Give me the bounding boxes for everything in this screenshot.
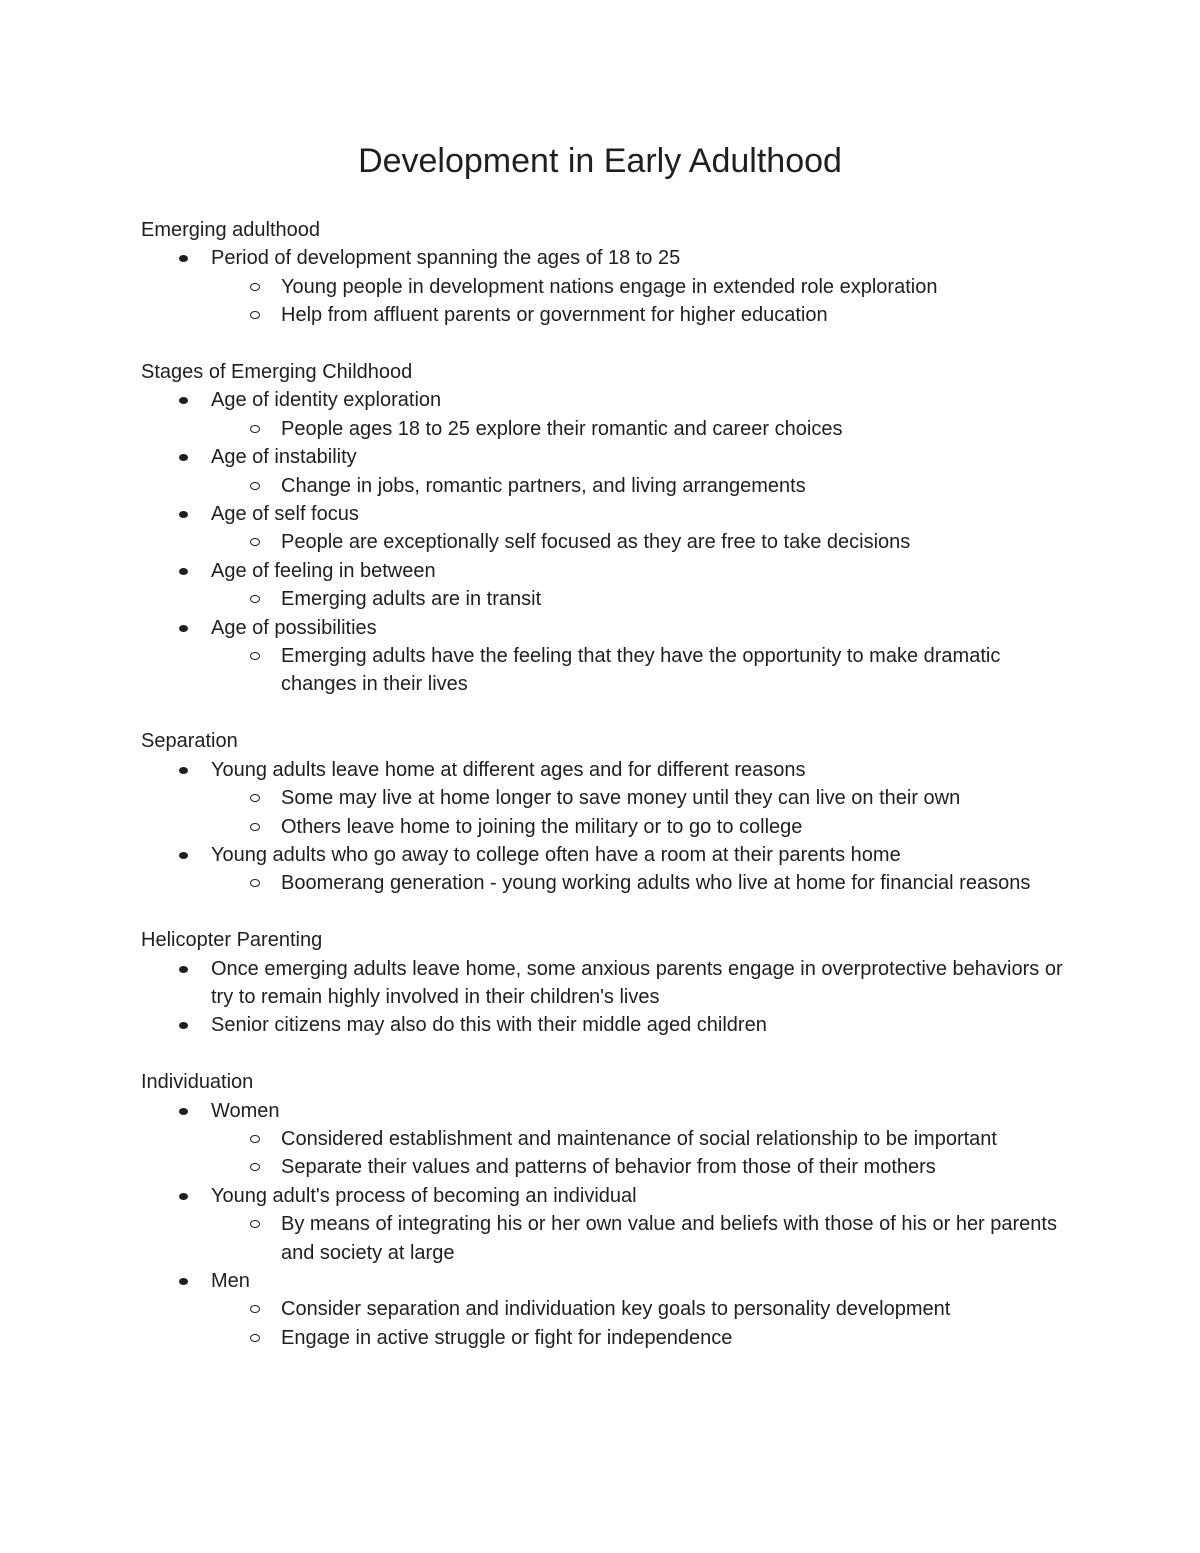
sub-list-item-text: Help from affluent parents or government for higher education [281,304,828,327]
sub-list-item-text: Some may live at home longer to save money until they can live on their own [281,787,961,810]
filled-bullet-icon [179,1193,188,1200]
list-item [141,1267,1071,1352]
hollow-bullet-icon [250,1305,260,1313]
sub-list-item [211,813,1071,841]
hollow-bullet-icon [250,794,260,802]
hollow-bullet-icon [250,1220,260,1228]
sub-list-item-text: Consider separation and individuation key goals to personality development [281,1298,951,1321]
sub-list-item [211,1295,1071,1323]
hollow-bullet-icon [250,1163,260,1171]
list-item-text: Age of self focus [211,503,359,526]
sub-bullet-list [211,1295,1071,1352]
sub-list-item [211,528,1071,556]
section [141,1068,1071,1352]
sub-list-item [211,1153,1071,1181]
sub-bullet-list [211,415,1071,443]
filled-bullet-icon [179,397,188,404]
sub-list-item-text: Considered establishment and maintenance of social relationship to be important [281,1127,997,1150]
document-body [141,216,1071,1381]
list-item-text: Young adults leave home at different ages and for different reasons [211,758,806,781]
document-title: Development in Early Adulthood [358,142,842,180]
list-item-text: Age of feeling in between [211,559,436,582]
sub-list-item [211,869,1071,897]
filled-bullet-icon [179,625,188,632]
sub-list-item-text: Separate their values and patterns of behavior from those of their mothers [281,1156,936,1179]
filled-bullet-icon [179,767,188,774]
hollow-bullet-icon [250,311,260,319]
list-item [141,1182,1071,1267]
sub-list-item-text: By means of integrating his or her own value and beliefs with those of his or her parents and society at large [281,1213,1057,1264]
list-item [141,500,1071,557]
hollow-bullet-icon [250,823,260,831]
sub-bullet-list [211,1210,1071,1267]
section-heading: Emerging adulthood [141,219,321,241]
bullet-list [141,756,1071,898]
sub-bullet-list [211,585,1071,613]
list-item-text: Period of development spanning the ages of 18 to 25 [211,247,681,270]
sub-bullet-list [211,784,1071,841]
sub-list-item [211,415,1071,443]
section-heading: Separation [141,730,238,753]
list-item-text: Women [211,1099,280,1122]
hollow-bullet-icon [250,652,260,660]
filled-bullet-icon [179,255,188,262]
filled-bullet-icon [179,1108,188,1115]
hollow-bullet-icon [250,1135,260,1143]
hollow-bullet-icon [250,595,260,603]
sub-list-item-text: Change in jobs, romantic partners, and living arrangements [281,474,806,497]
sub-list-item [211,1324,1071,1352]
sub-list-item [211,784,1071,812]
sub-list-item [211,1125,1071,1153]
sub-list-item [211,472,1071,500]
section [141,727,1071,897]
list-item-text: Senior citizens may also do this with their middle aged children [211,1014,767,1037]
list-item [141,955,1071,1012]
section [141,358,1071,699]
sub-bullet-list [211,869,1071,897]
list-item [141,614,1071,699]
list-item [141,557,1071,614]
hollow-bullet-icon [250,482,260,490]
bullet-list [141,244,1071,329]
filled-bullet-icon [179,1278,188,1285]
section-heading: Helicopter Parenting [141,929,323,952]
sub-bullet-list [211,273,1071,330]
list-item [141,443,1071,500]
sub-bullet-list [211,472,1071,500]
sub-list-item-text: People ages 18 to 25 explore their romantic and career choices [281,417,843,440]
hollow-bullet-icon [250,1334,260,1342]
list-item-text: Once emerging adults leave home, some anxious parents engage in overprotective behaviors or try to remain highly involved in their children's lives [211,957,1063,1008]
hollow-bullet-icon [250,538,260,546]
list-item [141,841,1071,898]
hollow-bullet-icon [250,283,260,291]
sub-list-item [211,273,1071,301]
sub-bullet-list [211,1125,1071,1182]
section-heading: Stages of Emerging Childhood [141,361,413,384]
section [141,926,1071,1040]
list-item [141,756,1071,841]
sub-bullet-list [211,642,1071,699]
section-heading: Individuation [141,1071,254,1094]
bullet-list [141,1097,1071,1353]
sub-list-item-text: Boomerang generation - young working adults who live at home for financial reasons [281,872,1031,895]
hollow-bullet-icon [250,879,260,887]
filled-bullet-icon [179,511,188,518]
list-item-text: Age of instability [211,446,357,469]
filled-bullet-icon [179,568,188,575]
section [141,216,1071,330]
filled-bullet-icon [179,1022,188,1029]
filled-bullet-icon [179,454,188,461]
list-item [141,244,1071,329]
filled-bullet-icon [179,966,188,973]
sub-list-item-text: Emerging adults are in transit [281,588,542,611]
sub-list-item-text: Young people in development nations engage in extended role exploration [281,275,938,298]
sub-list-item-text: Emerging adults have the feeling that they have the opportunity to make dramatic changes in their lives [281,645,1001,696]
bullet-list [141,955,1071,1040]
list-item-text: Young adult's process of becoming an individual [211,1184,637,1207]
list-item [141,386,1071,443]
bullet-list [141,386,1071,698]
list-item [141,1011,1071,1039]
list-item [141,1097,1071,1182]
list-item-text: Men [211,1269,250,1292]
sub-list-item-text: People are exceptionally self focused as they are free to take decisions [281,531,911,554]
filled-bullet-icon [179,852,188,859]
sub-list-item-text: Others leave home to joining the military or to go to college [281,815,803,838]
sub-list-item [211,642,1071,699]
sub-bullet-list [211,528,1071,556]
list-item-text: Age of possibilities [211,616,377,639]
sub-list-item [211,301,1071,329]
sub-list-item [211,1210,1071,1267]
sub-list-item [211,585,1071,613]
list-item-text: Age of identity exploration [211,389,442,412]
list-item-text: Young adults who go away to college often have a room at their parents home [211,843,901,866]
sub-list-item-text: Engage in active struggle or fight for independence [281,1326,733,1349]
hollow-bullet-icon [250,425,260,433]
